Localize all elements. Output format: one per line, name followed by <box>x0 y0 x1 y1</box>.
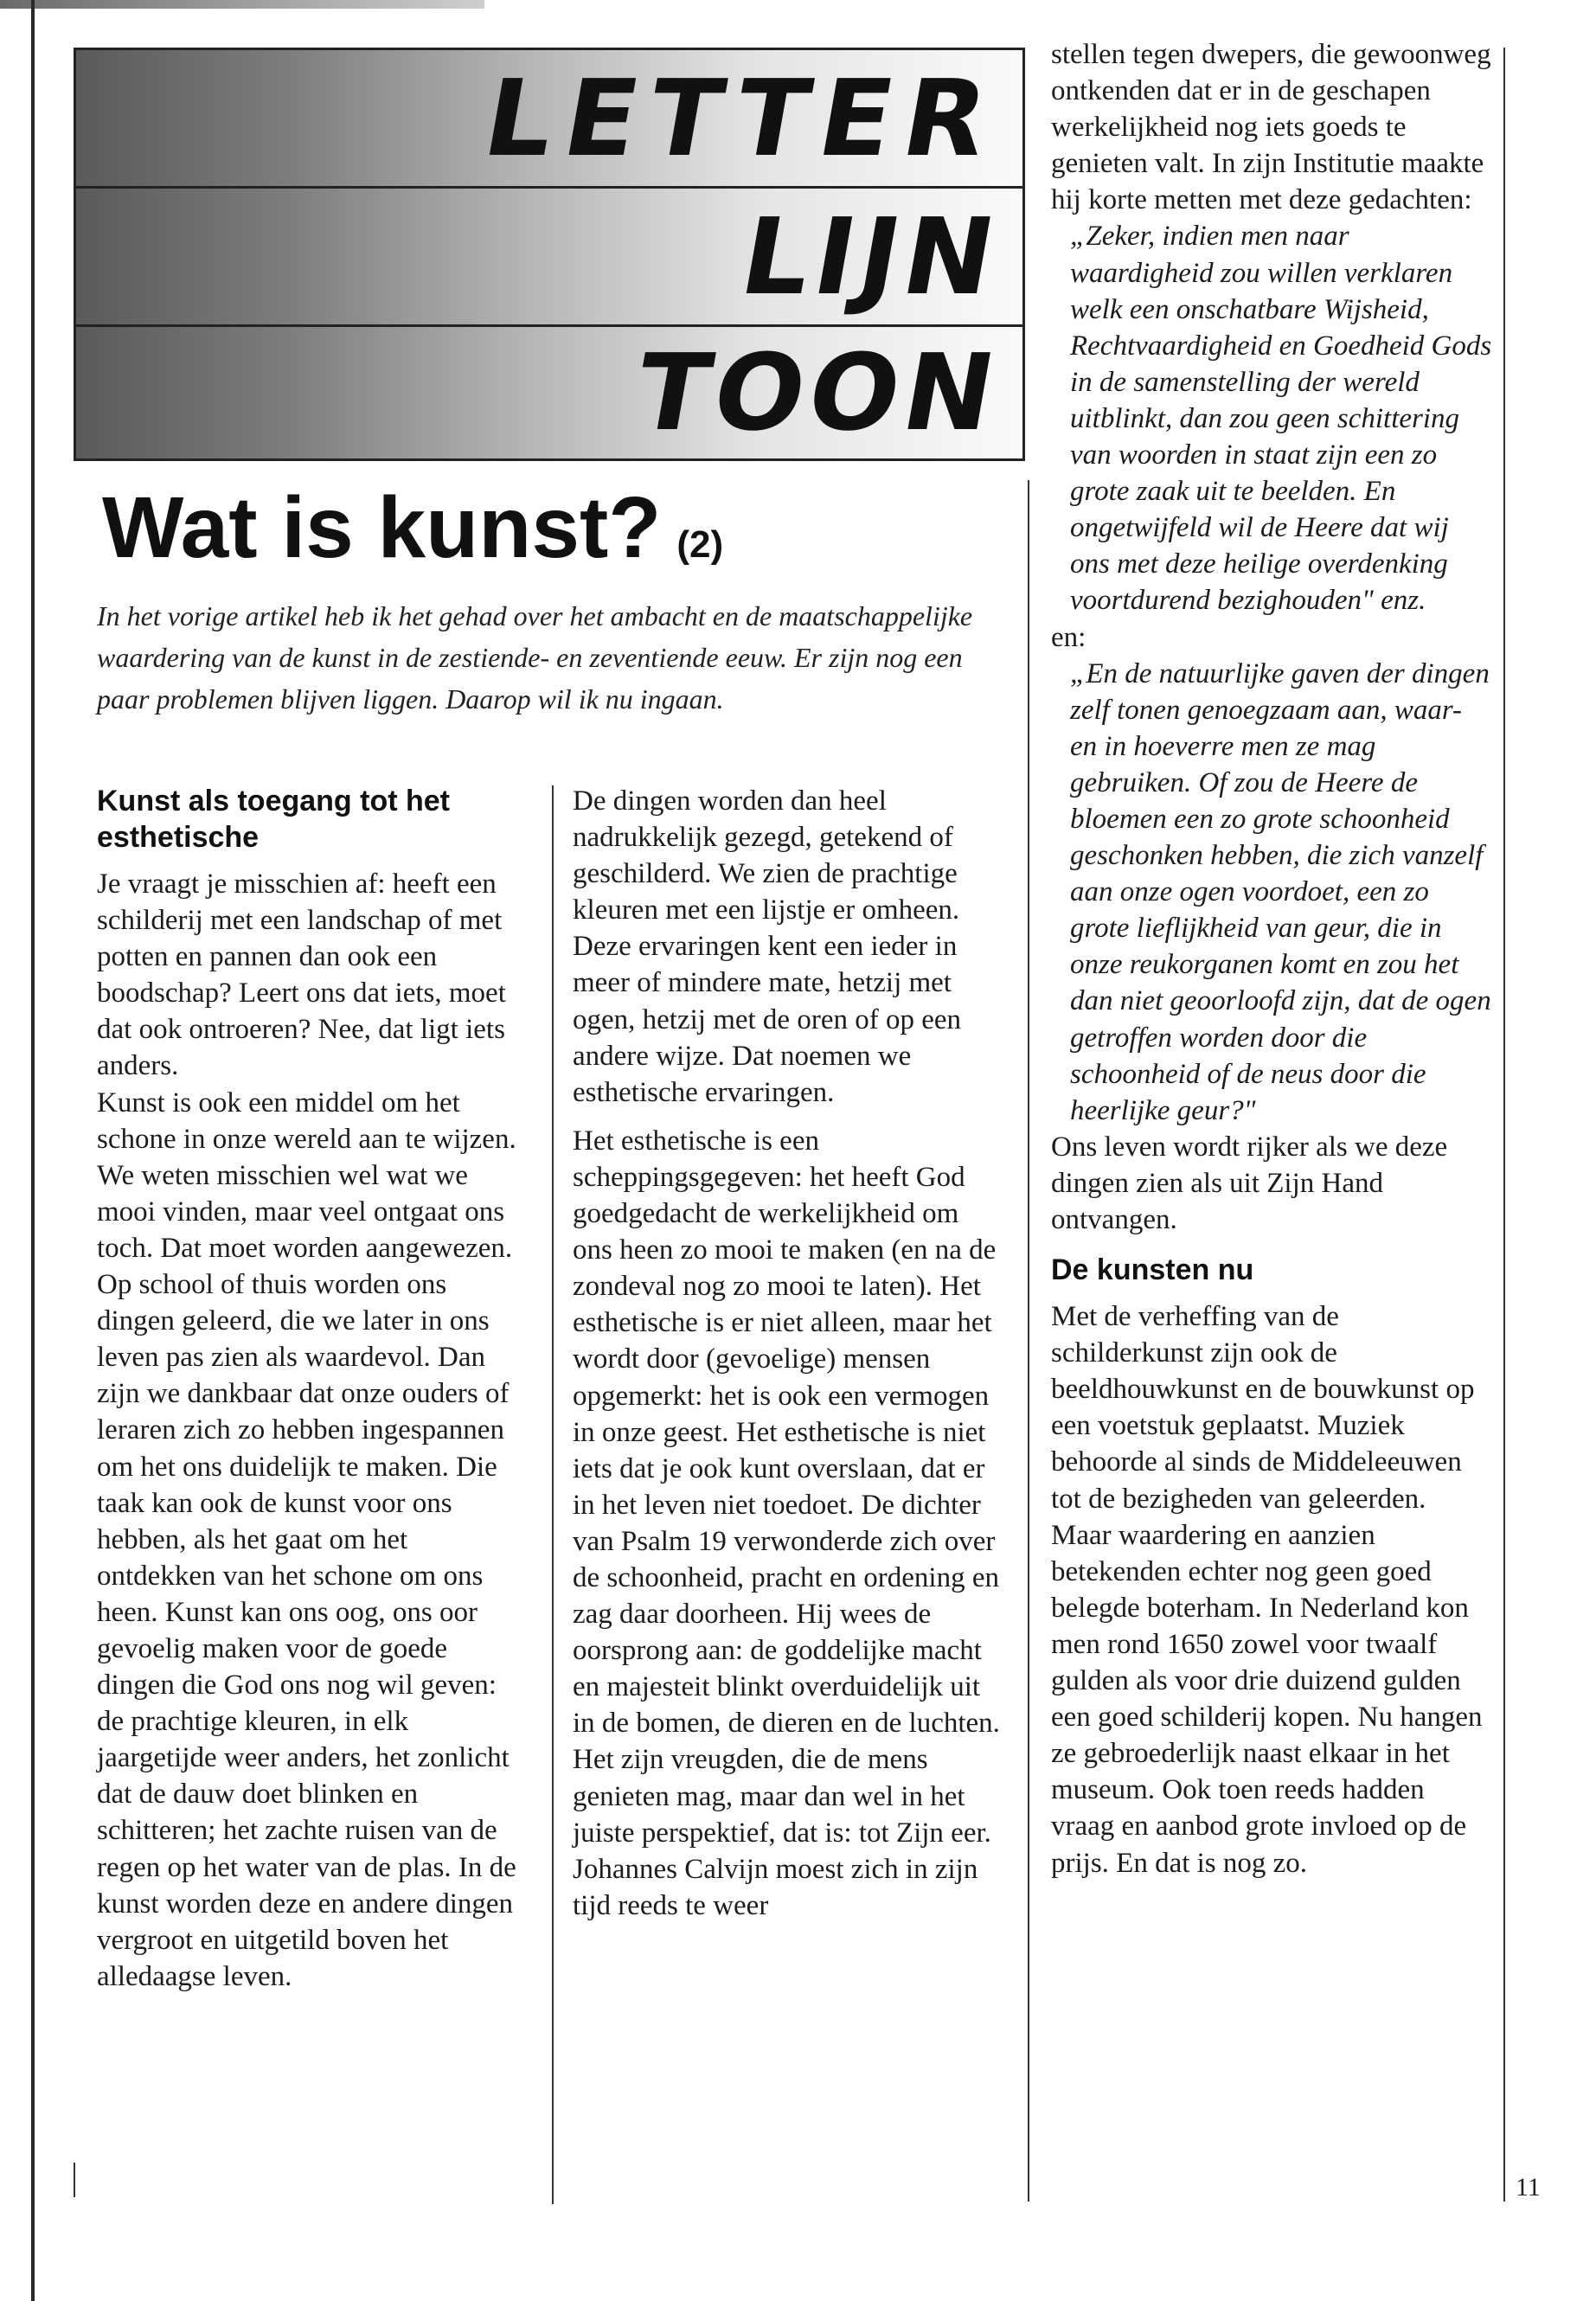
paragraph: Ons leven wordt rijker als we deze dingen zien als uit Zijn Hand ontvangen. <box>1051 1131 1448 1235</box>
paragraph: Het esthetische is een scheppingsgegeven: het heeft God goedgedacht de werkelijkheid om ons heen zo mooi te maken (en na de zondeval nog zo mooi te laten). Het esthetische is er niet alleen, maar het wordt door (gevoelige) mensen opgemerkt: het is ook een vermogen in onze geest. Het esthetische is niet iets dat je ook kunt overslaan, dat er in het leven niet toedoet. De dichter van Psalm 19 verwonderde zich over de schoonheid, pracht en ordening en zag daar doorheen. Hij wees de oorsprong aan: de goddelijke macht en majesteit blinkt overduidelijk uit in de bomen, de dieren en de luchten. Het zijn vreugden, die de mens genieten mag, maar dan wel in het juiste perspektief, dat is: tot Zijn eer. Johannes Calvijn moest zich in zijn tijd reeds te weer <box>573 1125 1000 1921</box>
column-rule <box>552 785 554 2204</box>
column-rule <box>74 2163 75 2197</box>
paragraph: De dingen worden dan heel nadrukkelijk gezegd, getekend of geschilderd. We zien de prachtige kleuren met een lijstje er omheen. Deze ervaringen kent een ieder in meer of mindere mate, hetzij met ogen, hetzij met de oren of op een andere wijze. Dat noemen we esthetische ervaringen. <box>573 785 961 1108</box>
section-heading-kunsten-nu: De kunsten nu <box>1051 1253 1254 1287</box>
header-band-2 <box>76 189 1022 327</box>
calvijn-quote-1: „Zeker, indien men naar waardigheid zou willen verklaren welk een onschatbare Wijsheid, Rechtvaardigheid en Goedheid Gods in de samenstelling der wereld uitblinkt, dan zou geen schittering van woorden in staat zijn een zo grote zaak uit te beelden. En ongetwijfeld wil de Heere dat wij ons met deze heilige overdenking voortdurend bezighouden" enz. <box>1070 221 1492 617</box>
column-rule <box>1503 48 1505 2202</box>
article-title-text: Wat is kunst? <box>102 479 662 576</box>
column-header-banner <box>74 48 1025 461</box>
header-word-toon: TOON <box>626 331 1010 454</box>
text-column-2 <box>573 783 1005 1924</box>
paragraph: Je vraagt je misschien af: heeft een schilderij met een landschap of met potten en pannen dan ook een boodschap? Leert ons dat iets, moet dat ook ontroeren? Nee, dat ligt iets anders. <box>97 868 506 1082</box>
section-heading-esthetische: Kunst als toegang tot het esthetische <box>97 785 450 854</box>
header-word-letter: LETTER <box>475 56 1010 180</box>
column-rule <box>1028 480 1029 2202</box>
header-word-lijn: LIJN <box>732 195 1010 318</box>
scan-edge-bar <box>0 0 484 9</box>
paragraph: Kunst is ook een middel om het schone in onze wereld aan te wijzen. We weten misschien wel wat we mooi vinden, maar veel ontgaat ons toch. Dat moet worden aangewezen. Op school of thuis worden ons dingen geleerd, die we later in ons leven pas zien als waardevol. Dan zijn we dankbaar dat onze ouders of leraren zich zo hebben ingespannen om het ons duidelijk te maken. Die taak kan ook de kunst voor ons hebben, als het gaat om het ontdekken van het schone om ons heen. Kunst kan ons oog, ons oor gevoelig maken voor de goede dingen die God ons nog wil geven: de prachtige kleuren, in elk jaargetijde weer anders, het zonlicht dat de dauw doet blinken en schitteren; het zachte ruisen van de regen op het water van de plas. In de kunst worden deze en andere dingen vergroot en uitgetild boven het alledaagse leven. <box>97 1086 516 1992</box>
page-left-rule <box>31 0 35 2301</box>
article-title <box>102 479 724 576</box>
article-part-number: (2) <box>676 523 724 566</box>
article-lead: In het vorige artikel heb ik het gehad over het ambacht en de maatschappelijke waardering van de kunst in de zestiende- en zeventiende eeuw. Er zijn nog een paar problemen blijven liggen. Daarop wil ik nu ingaan. <box>97 600 973 715</box>
paragraph: stellen tegen dwepers, die gewoonweg ontkenden dat er in de geschapen werkelijkheid nog iets goeds te genieten valt. In zijn Institutie maakte hij korte metten met deze gedachten: <box>1051 39 1491 216</box>
page-number: 11 <box>1516 2173 1541 2202</box>
header-band-1 <box>76 50 1022 189</box>
paragraph-en: en: <box>1051 621 1086 653</box>
text-column-1 <box>97 783 529 1995</box>
text-column-3 <box>1051 36 1492 1881</box>
header-band-3 <box>76 327 1022 458</box>
paragraph: Met de verheffing van de schilderkunst zijn ook de beeldhouwkunst en de bouwkunst op een voetstuk geplaatst. Muziek behoorde al sinds de Middeleeuwen tot de bezigheden van geleerden. Maar waardering en aanzien betekenden echter nog geen goed belegde boterham. In Nederland kon men rond 1650 zowel voor twaalf gulden als voor drie duizend gulden een goed schilderij kopen. Nu hangen ze gebroederlijk naast elkaar in het museum. Ook toen reeds hadden vraag en aanbod grote invloed op de prijs. En dat is nog zo. <box>1051 1301 1483 1879</box>
calvijn-quote-2: „En de natuurlijke gaven der dingen zelf tonen genoegzaam aan, waar- en in hoeverre men ze mag gebruiken. Of zou de Heere de bloemen een zo grote schoonheid geschonken hebben, die zich vanzelf aan onze ogen voordoet, een zo grote lieflijkheid van geur, die in onze reukorganen komt en zou het dan niet geoorloofd zijn, dat de ogen getroffen worden door die schoonheid of de neus door die heerlijke geur?" <box>1070 657 1491 1126</box>
